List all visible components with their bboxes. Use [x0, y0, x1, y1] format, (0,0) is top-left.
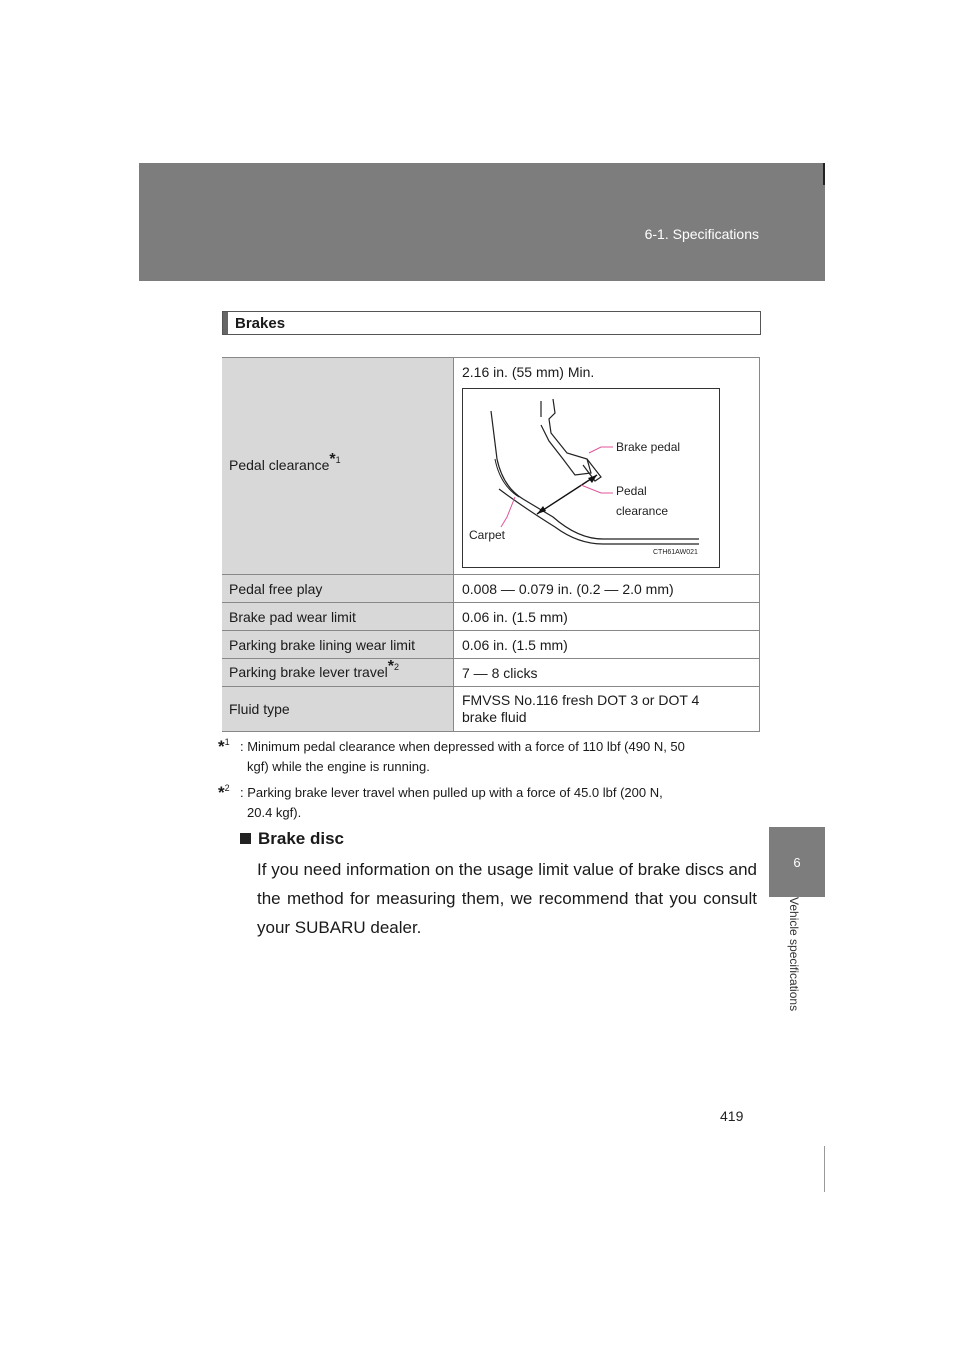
chapter-tab[interactable]: [769, 827, 825, 897]
footnote-line: : Parking brake lever travel when pulled up with a force of 45.0 lbf (200 N,: [240, 785, 663, 800]
footnote-mark: *$^1$: [218, 737, 230, 756]
row-key: Pedal free play: [222, 575, 454, 603]
header-band: [139, 163, 825, 281]
footnote-mark: *$^2$: [218, 783, 230, 802]
bullet-square-icon: [240, 833, 251, 844]
subsection-heading: [240, 829, 344, 849]
row-value: [454, 358, 760, 575]
row-value: 0.06 in. (1.5 mm): [454, 631, 760, 659]
table-row: [222, 687, 760, 732]
subsection-body: If you need information on the usage limit value of brake discs and the method for measuring them, we recommend that you consult your SUBARU dealer.: [257, 860, 757, 937]
row-key: Parking brake lining wear limit: [222, 631, 454, 659]
section-label: 6-1. Specifications: [644, 226, 759, 242]
row-value: 0.008 — 0.079 in. (0.2 — 2.0 mm): [454, 575, 760, 603]
table-row: [222, 631, 760, 659]
row-key: [222, 358, 454, 575]
footnote-star: *: [329, 451, 336, 468]
table-row: [222, 575, 760, 603]
table-row: [222, 603, 760, 631]
row-value-text: 2.16 in. (55 mm) Min.: [462, 364, 595, 380]
row-key: [222, 659, 454, 687]
row-value: 7 — 8 clicks: [454, 659, 760, 687]
page-number: 419: [720, 1108, 744, 1124]
row-value: 0.06 in. (1.5 mm): [454, 603, 760, 631]
chapter-label-container: [769, 897, 809, 1027]
pedal-clearance-diagram: [462, 388, 720, 568]
row-key: Fluid type: [222, 687, 454, 732]
row-key-text: Pedal clearance: [229, 457, 330, 473]
table-row: [222, 358, 760, 575]
brakes-spec-table: [222, 357, 760, 732]
row-key: Brake pad wear limit: [222, 603, 454, 631]
label-pedal: Pedal: [616, 484, 647, 498]
footnote-line: 20.4 kgf).: [247, 805, 302, 820]
label-carpet: Carpet: [469, 528, 506, 542]
figure-code: CTH61AW021: [653, 549, 698, 556]
chapter-label: Vehicle specifications: [787, 897, 801, 1012]
chapter-number: 6: [793, 855, 801, 870]
footnote-star: *: [387, 657, 394, 675]
footnote-ref: 2: [393, 661, 399, 672]
section-title-bar: [222, 311, 761, 335]
footnote-line: kgf) while the engine is running.: [247, 759, 430, 774]
footnote-line: : Minimum pedal clearance when depressed with a force of 110 lbf (490 N, 50: [240, 739, 685, 754]
title-accent: [223, 312, 228, 334]
footnote-text: [240, 737, 762, 777]
table-row: [222, 659, 760, 687]
row-value: [454, 687, 760, 732]
section-title: Brakes: [235, 315, 286, 332]
label-brake-pedal: Brake pedal: [616, 440, 681, 454]
row-value-line: FMVSS No.116 fresh DOT 3 or DOT 4: [462, 692, 700, 708]
row-value-line: brake fluid: [462, 709, 527, 725]
page-edge-mark: [824, 1146, 825, 1192]
footnote-text: [240, 783, 762, 823]
header-corner-mark: [823, 163, 825, 185]
footnote-ref: 1: [335, 455, 341, 465]
label-clearance: clearance: [616, 504, 669, 518]
row-key-text: Parking brake lever travel: [229, 663, 388, 680]
subsection-title: Brake disc: [258, 829, 344, 848]
